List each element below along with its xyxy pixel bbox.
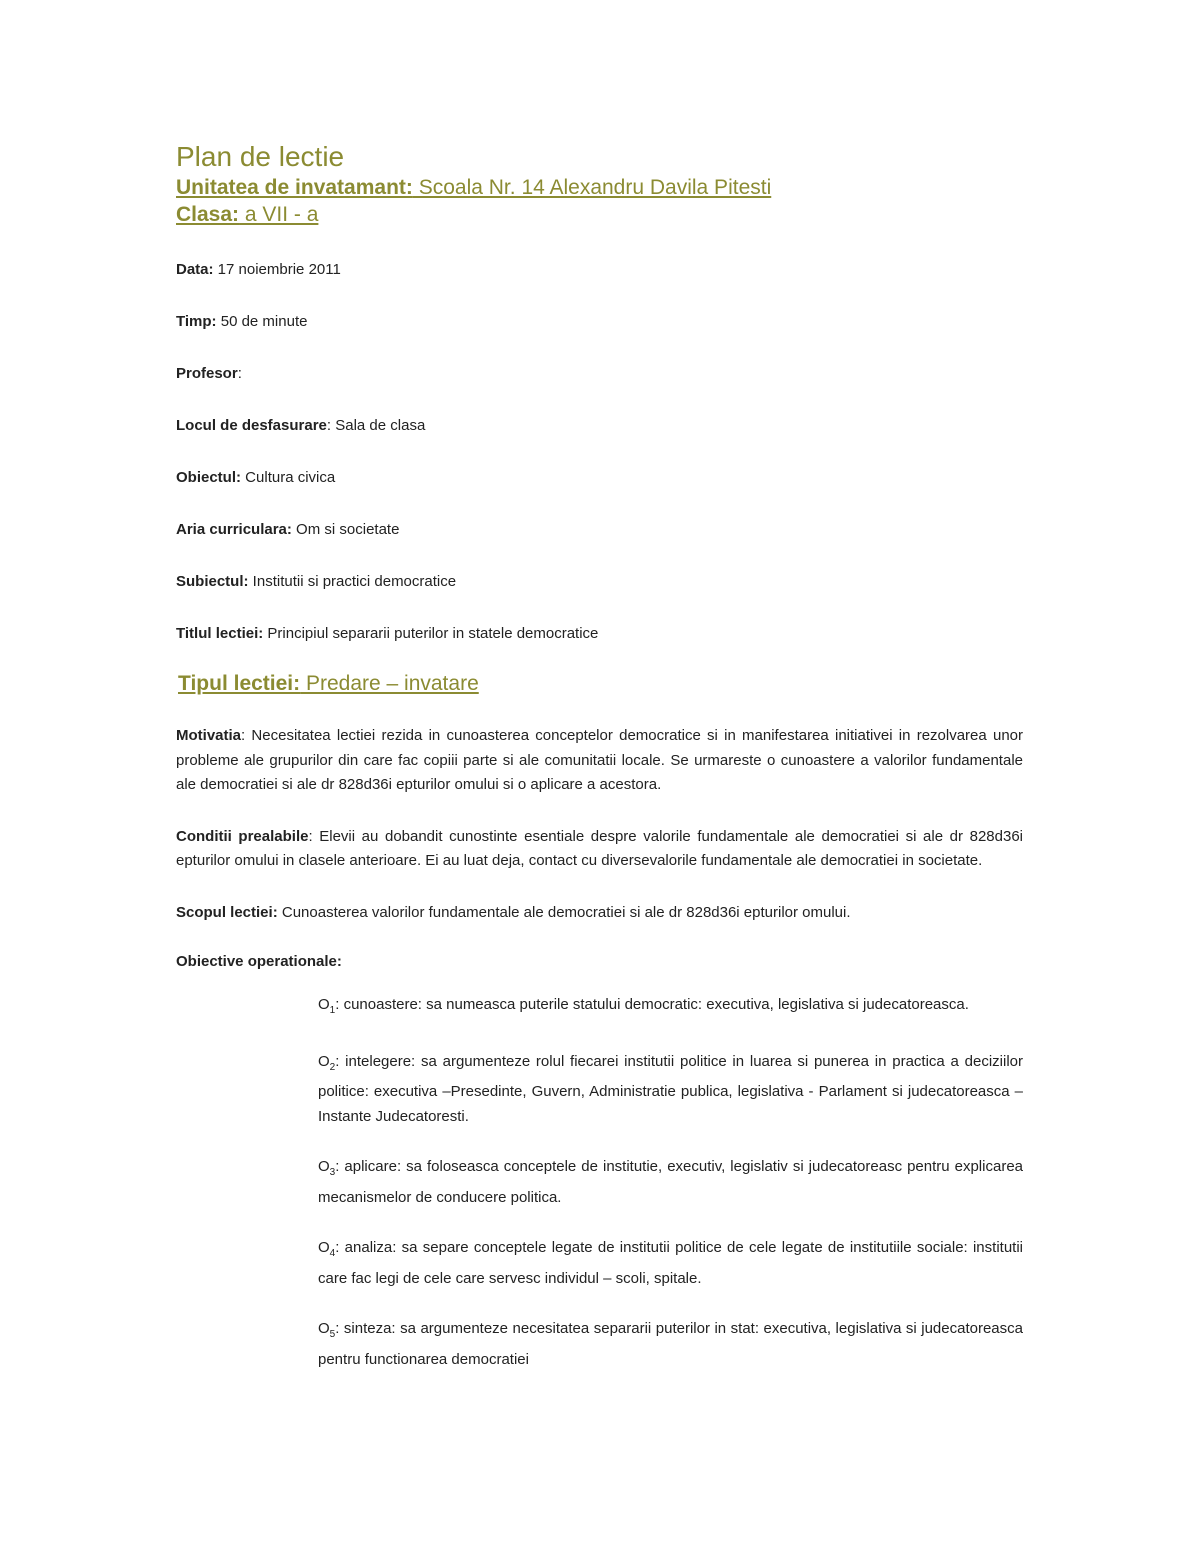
objective-item xyxy=(318,1236,1023,1291)
prerequisites-text: : Elevii au dobandit cunostinte esentiale despre valorile fundamentale ale democratiei si ale dr 828d36i epturilor omului in clasele anterioare. Ei au luat deja, contact cu diversevalorile fundamentale ale democratiei in societate. xyxy=(176,827,1023,869)
objective-text: : cunoastere: sa numeasca puterile statului democratic: executiva, legislativa si judecatoreasca. xyxy=(335,996,969,1013)
field-locul-value: : Sala de clasa xyxy=(326,417,426,434)
motivation-paragraph xyxy=(176,724,1023,798)
objective-prefix: O xyxy=(318,1052,330,1070)
objective-item xyxy=(318,993,1023,1024)
lesson-type-value: Predare – invatare xyxy=(300,672,479,695)
field-timp xyxy=(176,312,1023,332)
objective-text: : sinteza: sa argumenteze necesitatea separarii puterilor in stat: executiva, legislativa si judecatoreasca pentru functionarea democratiei xyxy=(318,1320,1023,1368)
field-locul xyxy=(176,416,1023,436)
field-aria-value: Om si societate xyxy=(291,521,400,538)
field-profesor-value: : xyxy=(237,365,242,382)
lesson-type-heading xyxy=(176,670,1023,698)
field-obiectul-label: Obiectul: xyxy=(176,469,242,486)
objective-prefix: O xyxy=(318,996,330,1013)
objective-prefix: O xyxy=(318,1320,330,1337)
objectives-heading: Obiective operationale: xyxy=(176,953,342,970)
field-data-value: 17 noiembrie 2011 xyxy=(213,261,341,278)
prerequisites-label: Conditii prealabile xyxy=(176,827,309,845)
motivation-text: : Necesitatea lectiei rezida in cunoasterea conceptelor democratice si in manifestarea initiativei in rezolvarea unor probleme ale grupurilor din care fac copiii parte si ale comunitatii locale. Se urmareste o cunoastere a valorilor fundamentale ale democratiei si ale dr 828d36i epturilor omului si o aplicare a acestora. xyxy=(176,727,1023,793)
field-aria-label: Aria curriculara: xyxy=(176,521,292,538)
field-timp-value: 50 de minute xyxy=(216,313,308,330)
objective-number: 4 xyxy=(329,1248,336,1259)
objective-prefix: O xyxy=(318,1239,330,1256)
lesson-goal-label: Scopul lectiei: xyxy=(176,903,278,921)
field-data xyxy=(176,260,1023,280)
field-locul-label: Locul de desfasurare xyxy=(176,417,327,434)
field-profesor-label: Profesor xyxy=(176,365,238,382)
field-titlul-value: Principiul separarii puterilor in statele democratice xyxy=(263,625,599,642)
objective-number: 3 xyxy=(329,1167,336,1178)
lesson-goal-text: Cunoasterea valorilor fundamentale ale democratiei si ale dr 828d36i epturilor omului. xyxy=(277,903,851,921)
objective-number: 2 xyxy=(329,1061,336,1073)
objective-number: 5 xyxy=(329,1329,336,1340)
field-obiectul xyxy=(176,468,1023,488)
objective-text: : aplicare: sa foloseasca conceptele de institutie, executiv, legislativ si judecatoreasc pentru explicarea mecanismelor de conducere politica. xyxy=(318,1158,1023,1206)
field-timp-label: Timp: xyxy=(176,313,217,330)
field-data-label: Data: xyxy=(176,261,214,278)
field-titlul xyxy=(176,624,1023,644)
school-unit-value: Scoala Nr. 14 Alexandru Davila Pitesti xyxy=(412,176,772,199)
objective-text: : analiza: sa separe conceptele legate de institutii politice de cele legate de institutiile sociale: institutii care fac legi de cele care servesc individul – scoli, spitale. xyxy=(318,1239,1023,1287)
field-titlul-label: Titlul lectiei: xyxy=(176,625,264,642)
objective-item xyxy=(318,1155,1023,1210)
objective-text: : intelegere: sa argumenteze rolul fiecarei institutii politice in luarea si punerea in practica a deciziilor politice: executiva –Presedinte, Guvern, Administratie publica, legislativa - Parlament si judecatoreasca – Instante Judecatoresti. xyxy=(318,1052,1023,1125)
objective-prefix: O xyxy=(318,1158,330,1175)
objective-item xyxy=(318,1317,1023,1372)
document-content xyxy=(176,140,1023,1398)
lesson-type-label: Tipul lectiei: xyxy=(178,672,301,695)
objective-item xyxy=(318,1050,1023,1130)
lesson-goal-paragraph xyxy=(176,901,1023,926)
objectives-list xyxy=(318,993,1023,1372)
page-title: Plan de lectie xyxy=(176,141,345,172)
prerequisites-paragraph xyxy=(176,825,1023,874)
field-obiectul-value: Cultura civica xyxy=(241,469,336,486)
field-subiectul xyxy=(176,572,1023,592)
objective-number: 1 xyxy=(329,1005,336,1016)
class-value: a VII - a xyxy=(239,203,319,226)
field-subiectul-label: Subiectul: xyxy=(176,573,249,590)
field-profesor xyxy=(176,364,1023,384)
field-subiectul-value: Institutii si practici democratice xyxy=(248,573,457,590)
school-unit-label: Unitatea de invatamant: xyxy=(176,176,413,199)
school-unit-line xyxy=(176,174,1023,201)
field-aria xyxy=(176,520,1023,540)
motivation-label: Motivatia xyxy=(176,727,242,744)
class-line xyxy=(176,201,1023,228)
class-label: Clasa: xyxy=(176,203,240,226)
